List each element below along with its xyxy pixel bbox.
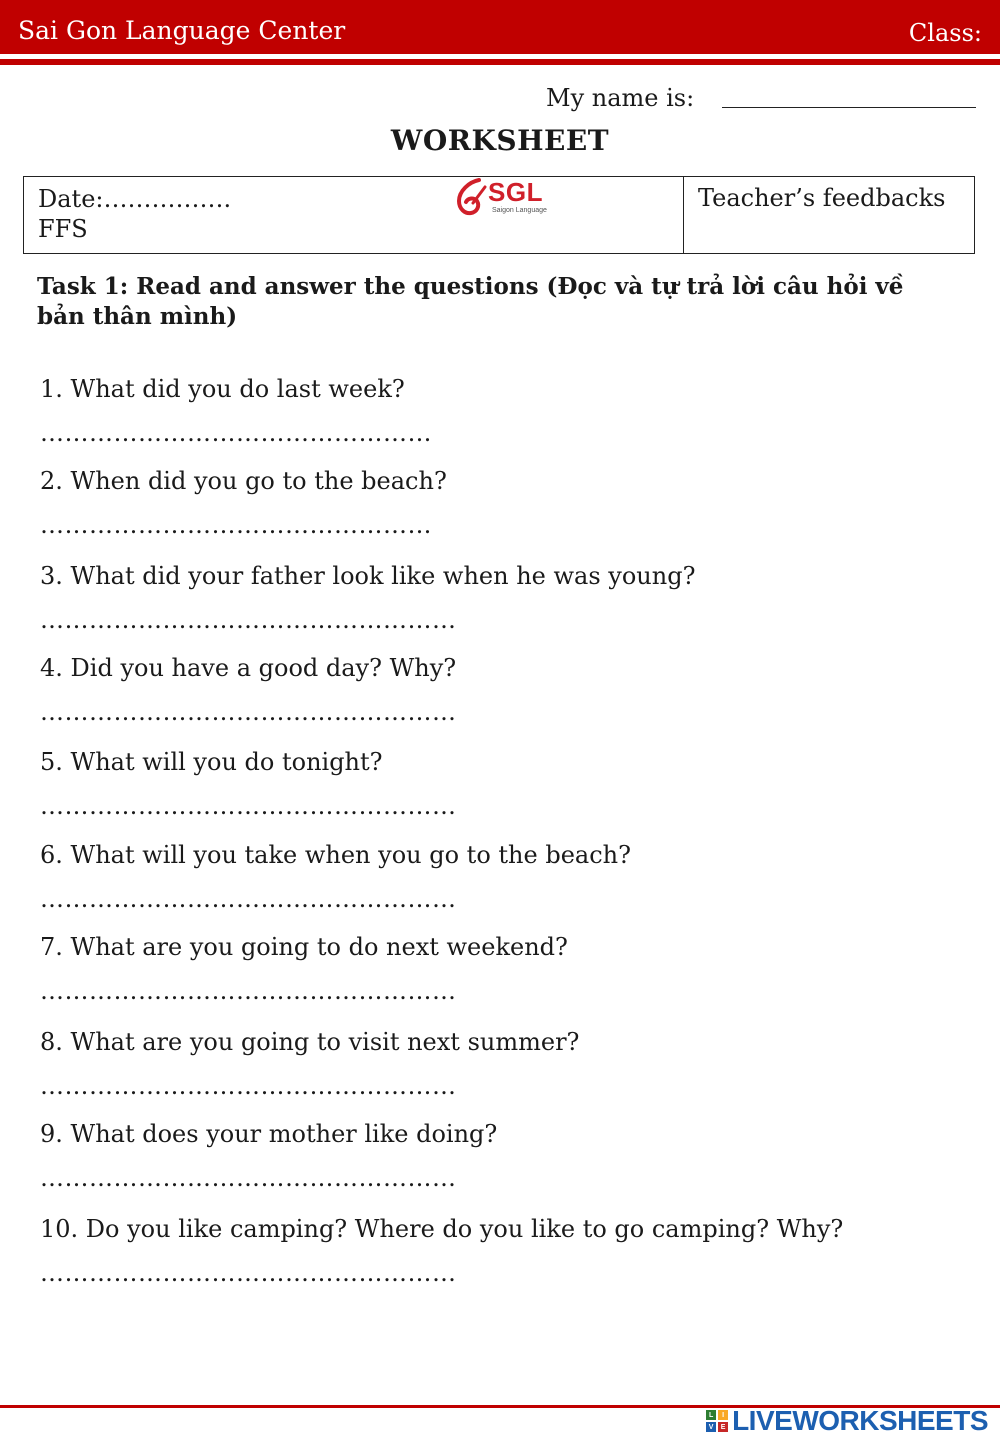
brand-name: LIVEWORKSHEETS (732, 1405, 988, 1436)
info-divider (683, 177, 684, 253)
answer-line[interactable]: …………………………………………… (40, 698, 457, 726)
brand-letter: I (718, 1410, 728, 1420)
question-text: 1. What did you do last week? (40, 375, 405, 403)
question-text: 4. Did you have a good day? Why? (40, 654, 457, 682)
header-rule (0, 59, 1000, 65)
brand-letter: E (718, 1422, 728, 1432)
logo-text: SGL (488, 177, 543, 207)
liveworksheets-brand (706, 1403, 988, 1439)
question-text: 8. What are you going to visit next summer? (40, 1028, 580, 1056)
class-label: Class: (908, 19, 982, 47)
task-title: Task 1: Read and answer the questions (Đọc và tự trả lời câu hỏi về bản thân mình) (37, 273, 904, 330)
answer-line[interactable]: …………………………………………… (40, 606, 457, 634)
info-box (23, 176, 975, 254)
question-text: 7. What are you going to do next weekend? (40, 933, 568, 961)
question-text: 9. What does your mother like doing? (40, 1120, 498, 1148)
answer-line[interactable]: ………………………………………… (40, 511, 432, 539)
name-label: My name is: (546, 84, 695, 112)
answer-line[interactable]: …………………………………………… (40, 885, 457, 913)
answer-line[interactable]: ………………………………………… (40, 419, 432, 447)
question-text: 6. What will you take when you go to the beach? (40, 841, 631, 869)
liveworksheets-logo-icon (706, 1410, 728, 1432)
name-blank-line[interactable] (722, 107, 976, 108)
answer-line[interactable]: …………………………………………… (40, 1164, 457, 1192)
question-text: 10. Do you like camping? Where do you like to go camping? Why? (40, 1215, 844, 1243)
question-text: 5. What will you do tonight? (40, 748, 383, 776)
header-bar (0, 0, 1000, 54)
feedback-label: Teacher’s feedbacks (698, 184, 946, 212)
question-text: 3. What did your father look like when he was young? (40, 562, 696, 590)
brand-letter: L (706, 1410, 716, 1420)
sgl-logo (455, 177, 555, 221)
center-name: Sai Gon Language Center (18, 16, 346, 45)
sgl-logo-mark-icon (455, 177, 489, 217)
brand-letter: V (706, 1422, 716, 1432)
answer-line[interactable]: …………………………………………… (40, 1259, 457, 1287)
question-text: 2. When did you go to the beach? (40, 467, 447, 495)
date-label: Date:……………. (38, 185, 232, 213)
answer-line[interactable]: …………………………………………… (40, 1072, 457, 1100)
answer-line[interactable]: …………………………………………… (40, 977, 457, 1005)
course-code: FFS (38, 215, 88, 243)
worksheet-title: WORKSHEET (390, 124, 610, 157)
answer-line[interactable]: …………………………………………… (40, 792, 457, 820)
logo-subtitle: Saigon Language (492, 207, 547, 214)
